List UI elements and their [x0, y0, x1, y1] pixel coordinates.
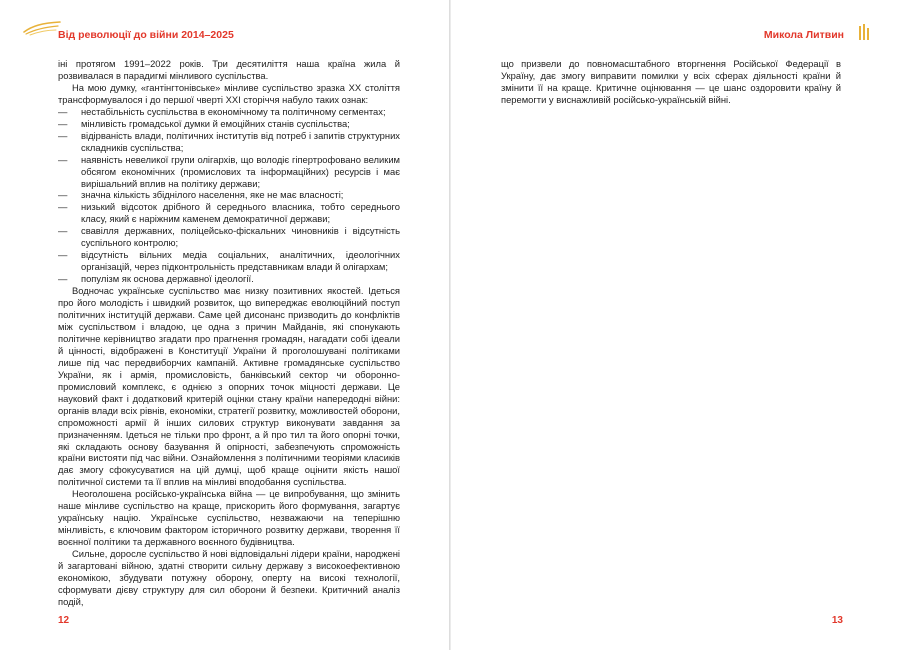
list-item-text: низький відсоток дрібного й середнього власника, тобто середнього класу, який є наріжним каменем демократичної держави; — [81, 201, 400, 225]
right-page — [451, 0, 900, 650]
list-item-text: нестабільність суспільства в економічному та політичному сегментах; — [81, 105, 386, 117]
list-item — [58, 273, 400, 285]
list-marker: — — [58, 189, 68, 201]
paragraph: Неоголошена російсько-українська війна — це випробування, що змінить наше мінливе суспільство на краще, прискорить його формування, загартує українську націю. Українське суспільство, незважаючи на теперішню мінливість, є ключовим фактором історичного розвитку держави, творення її воєнної політики та державного воєнного будівництва. — [58, 488, 400, 548]
list-item — [58, 225, 400, 249]
list-item-text: значна кількість збіднілого населення, яке не має власності; — [81, 189, 344, 201]
list-marker: — — [58, 105, 68, 117]
list-item — [58, 106, 400, 118]
brush-stroke-logo-icon — [22, 20, 62, 36]
list-marker: — — [58, 117, 68, 129]
list-marker: — — [58, 153, 68, 165]
paragraph: На мою думку, «гантінгтонівське» мінливе суспільство зразка ХХ століття трансформувалося і до першої чверті ХХІ сторіччя набуло таких ознак: — [58, 81, 400, 105]
left-body-text — [58, 58, 400, 608]
paragraph: що призвели до повномасштабного вторгнення Російської Федерації в Україну, дає змогу виправити помилки у всіх сферах діяльності країни й змінити її на краще. Критичне оцінювання — це шанс оздоровити країну й перемогти у виснажливій російсько-українській війні. — [501, 58, 841, 105]
right-body-text — [501, 58, 841, 106]
list-item — [58, 118, 400, 130]
list-item-text: наявність невеликої групи олігархів, що володіє гіпертрофовано великим обсягом економічних (промислових та інформаційних) ресурсів і має вирішальний вплив на політику держави; — [81, 153, 400, 189]
list-item — [58, 130, 400, 154]
pillar-logo-icon — [858, 23, 870, 41]
list-item-text: відірваність влади, політичних інститутів від потреб і запитів структурних складників суспільства; — [81, 129, 400, 153]
list-item-text: мінливість громадської думки й емоційних станів суспільства; — [81, 117, 350, 129]
paragraph: іні протягом 1991–2022 років. Три десятиліття наша країна жила й розвивалася в парадигмі мінливого суспільства. — [58, 58, 400, 81]
list-item-text: відсутність вільних медіа соціальних, аналітичних, ідеологічних організацій, через підконтрольність представникам влади й олігархам; — [81, 249, 400, 273]
page-number: 13 — [831, 615, 843, 626]
list-marker: — — [58, 225, 68, 237]
list-marker: — — [58, 273, 68, 285]
list-item-text: свавілля державних, поліцейсько-фіскальних чиновників і відсутність суспільного контролю; — [81, 225, 400, 249]
list-item — [58, 189, 400, 201]
list-marker: — — [58, 249, 68, 261]
list-marker: — — [58, 129, 68, 141]
list-marker: — — [58, 201, 68, 213]
running-head: Микола Литвин — [763, 29, 844, 41]
paragraph: Сильне, доросле суспільство й нові відповідальні лідери країни, народжені й загартовані війною, здатні створити сильну державу з високоефективною економікою, збудувати потужну оборону, оперту на високі технології, сформувати дієву структуру для сил оборони й безпеки. Критичний аналіз подій, — [58, 548, 400, 607]
list-item-text: популізм як основа державної ідеології. — [81, 273, 254, 285]
list-item — [58, 201, 400, 225]
paragraph: Водночас українське суспільство має низку позитивних якостей. Ідеться про його молодість і швидкий розвиток, що випереджає еволюційний поступ політичних інституцій держави. Саме цей дисонанс призводить до конфліктів між суспільством і владою, це одна з причин Майданів, які спонукають політичне керівництво згадати про прагнення громадян, нагадати собі ідеали й цінності, відображені в Конституції України й проголошувані політиками лише під час передвиборчих кампаній. Активне громадянське суспільство України, як і армія, промисловість, банківський сектор чи оборонно-промисловий комплекс, є однією з опорних точок міцності держави. Це науковий факт і додатковий критерій оцінки стану країни напередодні війни: органів влади всіх рівнів, економіки, стратегії розвитку, можливостей оборони, спроможності армії й інших силових структур виконувати завдання за призначенням. Ідеться не тільки про фронт, а й про тил та його опорні точки, які складають основу базування й опірності, забезпечують спроможність країни вистояти під час війни. Ознайомлення з політичними теоріями класиків дає змогу сфокусуватися на цій думці, щоб краще оцінити якість нашої політичної системи та її вплив на мінливі вподобання суспільства. — [58, 285, 400, 488]
page-number: 12 — [58, 615, 70, 626]
features-list — [58, 106, 400, 285]
list-item — [58, 154, 400, 190]
list-item — [58, 249, 400, 273]
running-head: Від революції до війни 2014–2025 — [58, 29, 234, 41]
left-page — [0, 0, 449, 650]
